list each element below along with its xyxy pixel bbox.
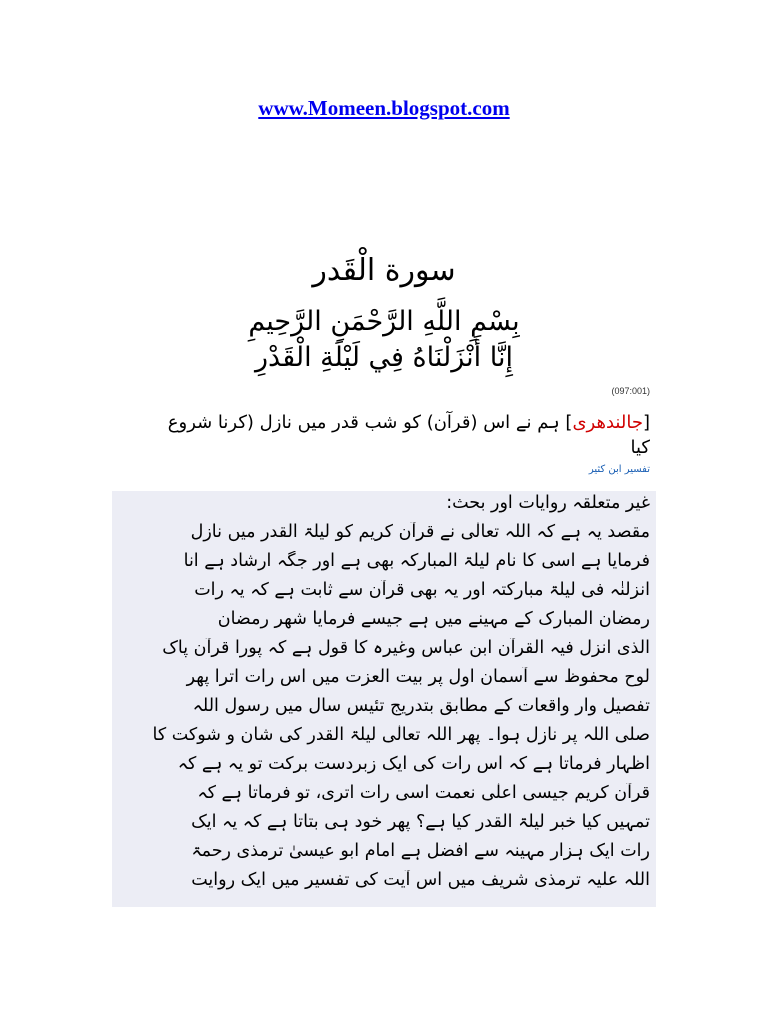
- surah-title: سورة الْقَدر: [312, 253, 456, 288]
- bismillah-line: بِسْمِ اللَّهِ الرَّحْمَنِ الرَّحِيمِ: [248, 306, 520, 337]
- tafsir-line: فرمایا ہے اسی کا نام لیلۃ المبارکہ بھی ہے اور جگہ ارشاد ہے انا: [183, 551, 650, 571]
- ayah-reference: (097:001): [611, 386, 650, 396]
- tafsir-line: اللہ علیہ ترمذی شریف میں اس آیت کی تفسیر میں ایک روایت: [191, 870, 650, 890]
- translation-text: ] ہم نے اس (قرآن) کو شب قدر میں نازل (کرنا شروع: [167, 412, 573, 433]
- tafsir-line: رمضان المبارک کے مہینے میں ہے جیسے فرمایا شھر رمضان: [217, 609, 650, 629]
- site-link[interactable]: www.Momeen.blogspot.com: [258, 96, 510, 120]
- ayah-text: إِنَّا أَنْزَلْنَاهُ فِي لَيْلَةِ الْقَدْرِ: [254, 342, 514, 373]
- tafsir-line: تفصیل وار واقعات کے مطابق بتدریج تئیس سال میں رسول اللہ: [192, 696, 650, 716]
- translation-block: [112, 410, 650, 460]
- tafsir-line: اظہار فرماتا ہے کہ اس رات کی ایک زبردست برکت تو یہ ہے کہ: [177, 754, 650, 774]
- tafsir-line: لوح محفوظ سے آسمان اول پر بیت العزت میں اس رات اترا پھر: [186, 667, 650, 687]
- tafsir-line: تمہیں کیا خبر لیلۃ القدر کیا ہے؟ پھر خود ہی بتاتا ہے کہ یہ ایک: [191, 812, 650, 832]
- tafsir-line: الذی انزل فیہ القرآن ابن عباس وغیرہ کا قول ہے کہ پورا قرآن پاک: [162, 638, 650, 658]
- tafsir-line: غیر متعلقہ روایات اور بحث:: [446, 493, 650, 513]
- translation-line-2: کیا: [630, 437, 650, 458]
- translator-name: جالندھری: [572, 412, 643, 433]
- tafsir-box: [112, 491, 656, 907]
- tafsir-line: رات ایک ہزار مہینہ سے افضل ہے امام ابو عیسیٰ ترمذی رحمۃ: [191, 841, 650, 861]
- tafsir-line: مقصد یہ ہے کہ اللہ تعالٰی نے قرآن کریم کو لیلۃ القدر میں نازل: [190, 522, 650, 542]
- tafsir-link[interactable]: تفسیر ابن کثیر: [588, 464, 650, 475]
- tafsir-line: قرآن کریم جیسی اعلٰی نعمت اسی رات اتری، تو فرماتا ہے کہ: [197, 783, 650, 803]
- translation-line-1: [جالندھری] ہم نے اس (قرآن) کو شب قدر میں نازل (کرنا شروع: [167, 412, 650, 433]
- tafsir-line: انزلنٰہ فی لیلۃ مبارکتہ اور یہ بھی قرآن سے ثابت ہے کہ یہ رات: [194, 580, 650, 600]
- tafsir-line: صلی اللہ پر نازل ہوا۔ پھر اللہ تعالٰی لیلۃ القدر کی شان و شوکت کا: [152, 725, 650, 745]
